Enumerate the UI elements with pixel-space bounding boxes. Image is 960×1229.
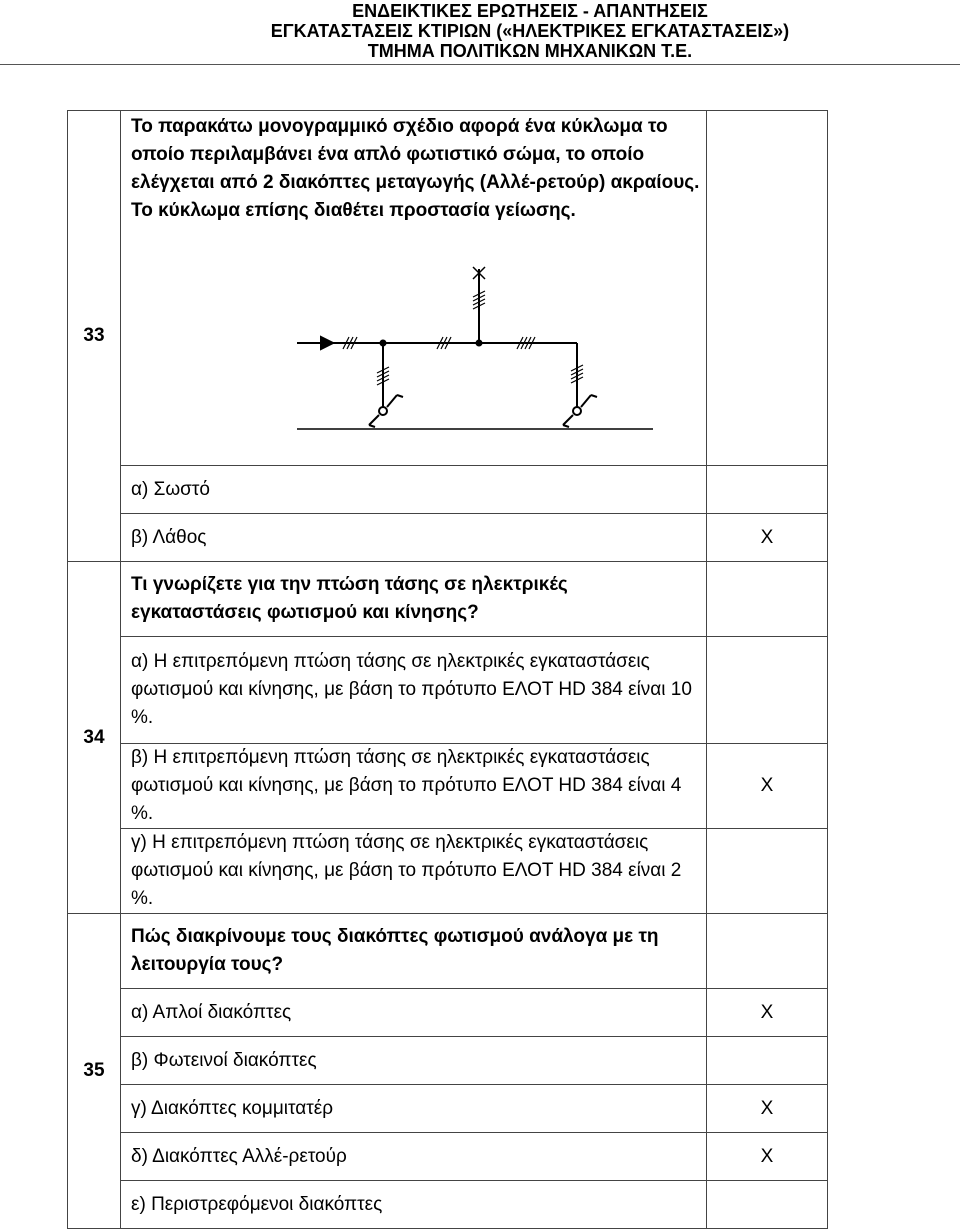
option-label: ε) Περιστρεφόμενοι διακόπτες — [121, 1181, 707, 1229]
answer-mark — [707, 1037, 828, 1085]
answer-mark-cell — [707, 914, 828, 989]
question-text: Το παρακάτω μονογραμμικό σχέδιο αφορά ένα κύκλωμα το οποίο περιλαμβάνει ένα απλό φωτιστικό σώμα, το οποίο ελέγχεται από 2 διακόπτες μεταγωγής (Αλλέ-ρετούρ) ακραίους. Το κύκλωμα επίσης διαθέτει προστασία γείωσης. — [131, 116, 700, 221]
answer-mark: X — [707, 744, 828, 829]
option-label: β) Η επιτρεπόμενη πτώση τάσης σε ηλεκτρικές εγκαταστάσεις φωτισμού και κίνησης, με βάση το πρότυπο ΕΛΟΤ HD 384 είναι 4 %. — [121, 744, 707, 829]
answer-mark — [707, 1181, 828, 1229]
question-text: Πώς διακρίνουμε τους διακόπτες φωτισμού ανάλογα με τη λειτουργία τους? — [121, 914, 707, 989]
question-35-option-d — [68, 1133, 828, 1181]
question-33-option-b — [68, 514, 828, 562]
question-35-option-a — [68, 989, 828, 1037]
header-title-line3: ΤΜΗΜΑ ΠΟΛΙΤΙΚΩΝ ΜΗΧΑΝΙΚΩΝ Τ.Ε. — [367, 41, 693, 61]
option-label: α) Η επιτρεπόμενη πτώση τάσης σε ηλεκτρικές εγκαταστάσεις φωτισμού και κίνησης, με βάση το πρότυπο ΕΛΟΤ HD 384 είναι 10 %. — [121, 637, 707, 744]
option-label: β) Λάθος — [121, 514, 707, 562]
option-label: γ) Διακόπτες κομμιτατέρ — [121, 1085, 707, 1133]
answer-mark — [707, 829, 828, 914]
question-35-row — [68, 914, 828, 989]
question-35-option-e — [68, 1181, 828, 1229]
document-header — [0, 0, 960, 65]
option-label: γ) Η επιτρεπόμενη πτώση τάσης σε ηλεκτρικές εγκαταστάσεις φωτισμού και κίνησης, με βάση το πρότυπο ΕΛΟΤ HD 384 είναι 2 %. — [121, 829, 707, 914]
circuit-diagram-svg — [121, 225, 707, 465]
answer-mark — [707, 466, 828, 514]
question-34-option-c — [68, 829, 828, 914]
answer-mark — [707, 637, 828, 744]
question-number: 33 — [68, 111, 121, 562]
header-title-line1: ΕΝΔΕΙΚΤΙΚΕΣ ΕΡΩΤΗΣΕΙΣ - ΑΠΑΝΤΗΣΕΙΣ — [352, 1, 708, 21]
question-35-option-b — [68, 1037, 828, 1085]
answer-mark-cell — [707, 111, 828, 466]
option-label: α) Απλοί διακόπτες — [121, 989, 707, 1037]
question-35-option-c — [68, 1085, 828, 1133]
question-34-option-a — [68, 637, 828, 744]
single-line-circuit-diagram — [131, 225, 700, 465]
question-number: 34 — [68, 562, 121, 914]
option-label: α) Σωστό — [121, 466, 707, 514]
answer-mark: X — [707, 1085, 828, 1133]
option-label: β) Φωτεινοί διακόπτες — [121, 1037, 707, 1085]
answer-mark: X — [707, 514, 828, 562]
question-33-body — [121, 111, 707, 466]
question-33-option-a — [68, 466, 828, 514]
answer-mark: X — [707, 989, 828, 1037]
answer-mark-cell — [707, 562, 828, 637]
question-number: 35 — [68, 914, 121, 1229]
answer-mark: X — [707, 1133, 828, 1181]
question-34-option-b — [68, 744, 828, 829]
question-34-row — [68, 562, 828, 637]
option-label: δ) Διακόπτες Αλλέ-ρετούρ — [121, 1133, 707, 1181]
header-title-line2: ΕΓΚΑΤΑΣΤΑΣΕΙΣ ΚΤΙΡΙΩΝ («ΗΛΕΚΤΡΙΚΕΣ ΕΓΚΑΤΑΣΤΑΣΕΙΣ») — [270, 21, 790, 41]
question-text: Τι γνωρίζετε για την πτώση τάσης σε ηλεκτρικές εγκαταστάσεις φωτισμού και κίνησης? — [121, 562, 707, 637]
questions-table — [67, 110, 828, 1229]
question-33-row — [68, 111, 828, 466]
